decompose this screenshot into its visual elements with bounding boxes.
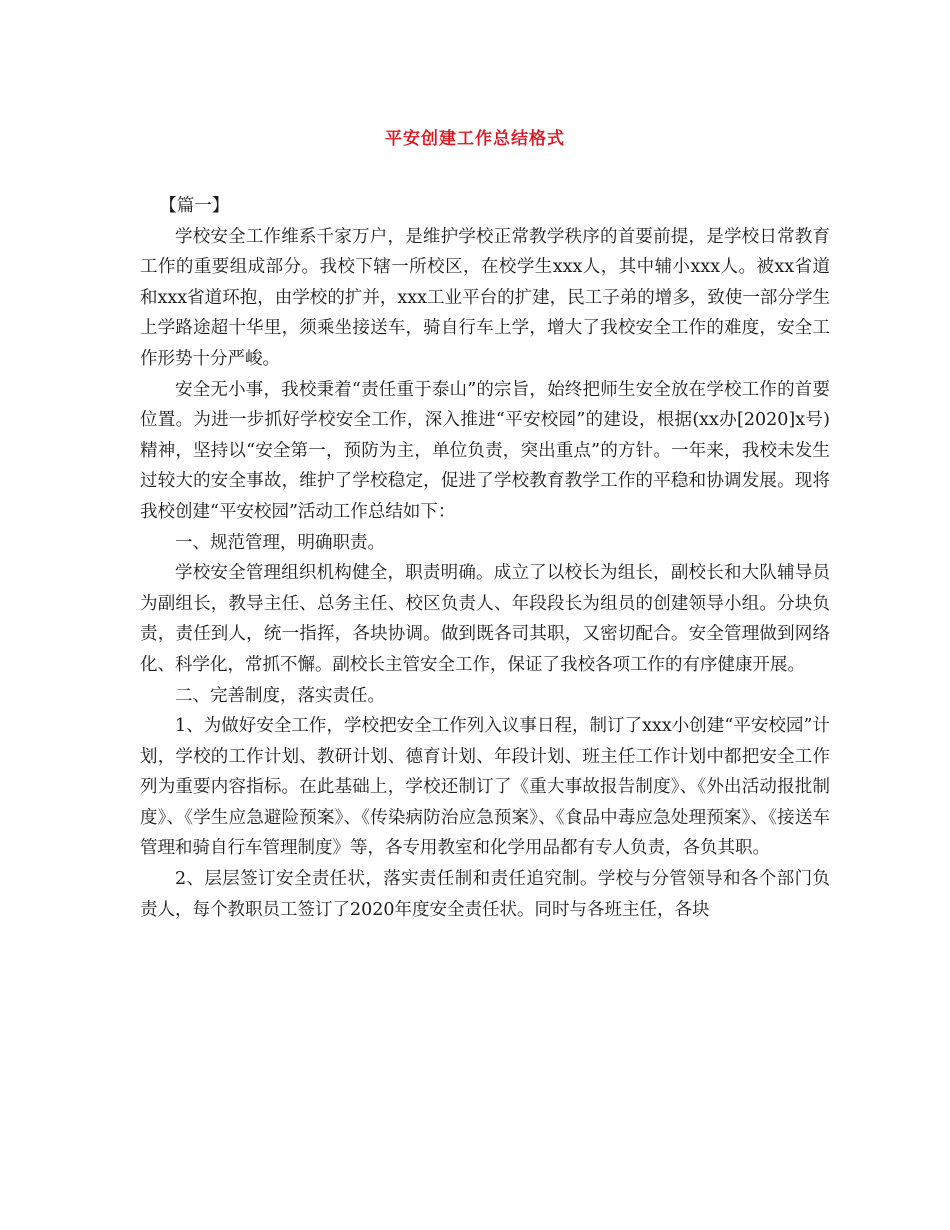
document-body [140, 191, 830, 925]
paragraph-intro: 学校安全工作维系千家万户，是维护学校正常教学秩序的首要前提，是学校日常教育工作的重要组成部分。我校下辖一所校区，在校学生xxx人，其中辅小xxx人。被xx省道和xxx省道环抱，由学校的扩并，xxx工业平台的扩建，民工子弟的增多，致使一部分学生上学路途超十华里，须乘坐接送车，骑自行车上学，增大了我校安全工作的难度，安全工作形势十分严峻。 [140, 226, 830, 369]
heading-section-1: 一、规范管理，明确职责。 [175, 532, 385, 553]
section-label: 【篇一】 [159, 196, 230, 216]
paragraph-item-1: 1、为做好安全工作，学校把安全工作列入议事日程，制订了xxx小创建“平安校园”计划，学校的工作计划、教研计划、德育计划、年段计划、班主任工作计划中都把安全工作列为重要内容指标。在此基础上，学校还制订了《重大事故报告制度》、《外出活动报批制度》、《学生应急避险预案》、《传染病防治应急预案》、《食品中毒应急处理预案》、《接送车管理和骑自行车管理制度》等，各专用教室和化学用品都有专人负责，各负其职。 [140, 716, 830, 859]
document-title: 平安创建工作总结格式 [385, 129, 565, 149]
paragraph-item-2: 2、层层签订安全责任状，落实责任制和责任追究制。学校与分管领导和各个部门负责人，每个教职员工签订了2020年度安全责任状。同时与各班主任，各块 [140, 869, 830, 920]
heading-section-2: 二、完善制度，落实责任。 [175, 685, 385, 706]
paragraph-organization: 学校安全管理组织机构健全，职责明确。成立了以校长为组长，副校长和大队辅导员为副组长，教导主任、总务主任、校区负责人、年段段长为组员的创建领导小组。分块负责，责任到人，统一指挥，各块协调。做到既各司其职，又密切配合。安全管理做到网络化、科学化，常抓不懈。副校长主管安全工作，保证了我校各项工作的有序健康开展。 [140, 563, 830, 675]
paragraph-purpose: 安全无小事，我校秉着“责任重于泰山”的宗旨，始终把师生安全放在学校工作的首要位置。为进一步抓好学校安全工作，深入推进“平安校园”的建设，根据(xx办[2020]x号)精神，坚持以“安全第一，预防为主，单位负责，突出重点”的方针。一年来，我校未发生过较大的安全事故，维护了学校稳定，促进了学校教育教学工作的平稳和协调发展。现将我校创建“平安校园”活动工作总结如下： [140, 379, 830, 522]
